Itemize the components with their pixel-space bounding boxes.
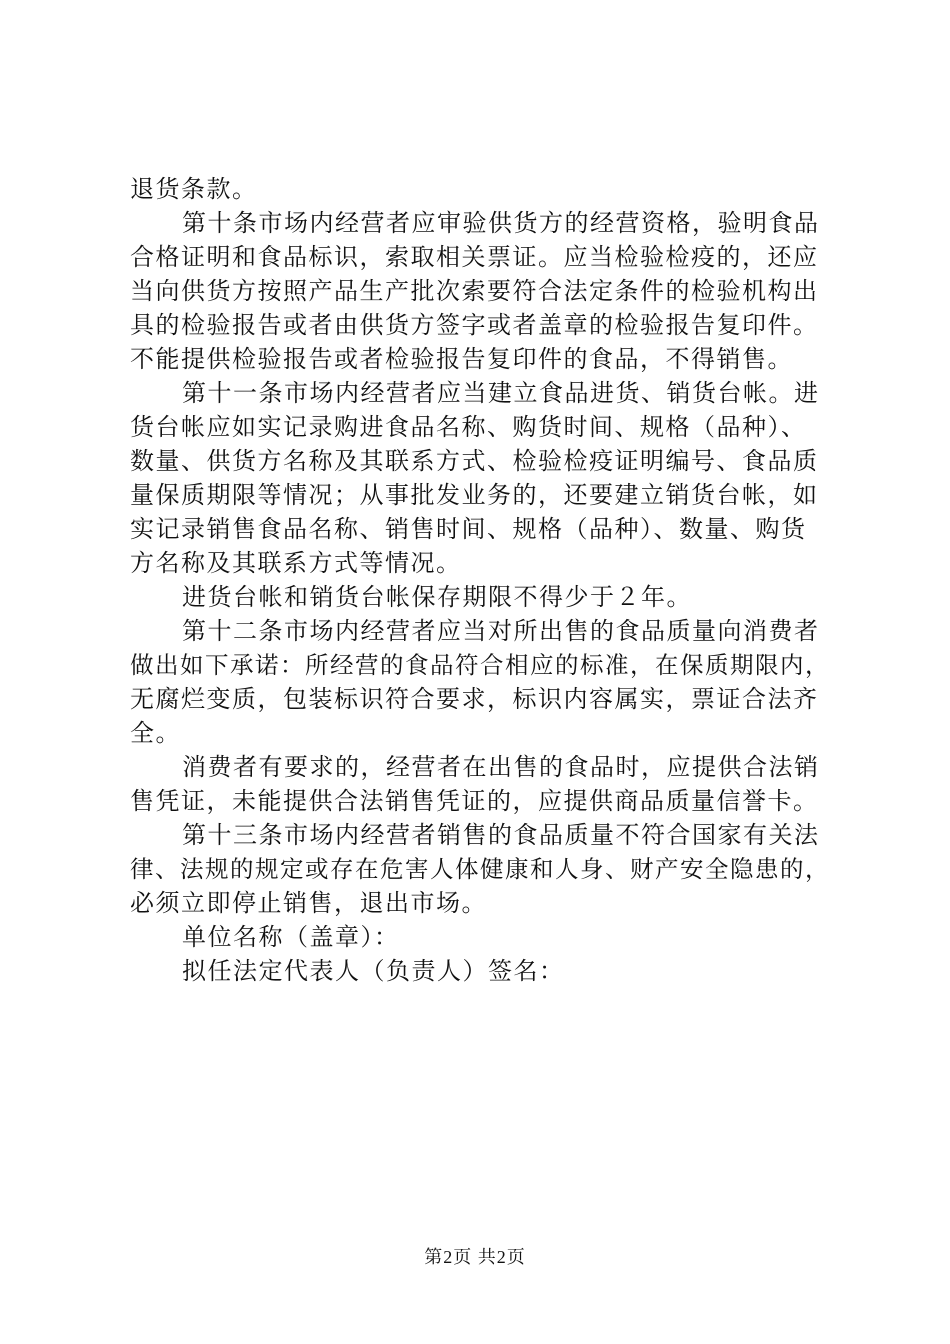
text-line: 方名称及其联系方式等情况。 (130, 549, 462, 577)
text-line: 律、法规的规定或存在危害人体健康和人身、财产安全隐患的， (130, 855, 830, 883)
article-12-line: 第十二条市场内经营者应当对所出售的食品质量向消费者 (182, 617, 820, 645)
text-line: 实记录销售食品名称、销售时间、规格（品种）、数量、购货 (130, 515, 807, 543)
text-line: 合格证明和食品标识，索取相关票证。应当检验检疫的，还应 (130, 243, 819, 271)
page-number-footer: 第2页 共2页 (424, 1247, 526, 1267)
article-10-line: 第十条市场内经营者应审验供货方的经营资格，验明食品 (182, 209, 820, 237)
text-line: 退货条款。 (130, 175, 258, 203)
ledger-retention-line: 进货台帐和销货台帐保存期限不得少于２年。 (182, 583, 692, 611)
text-line: 量保质期限等情况；从事批发业务的，还要建立销货台帐，如 (130, 481, 819, 509)
article-11-line: 第十一条市场内经营者应当建立食品进货、销货台帐。进 (182, 379, 820, 407)
legal-representative-signature-field: 拟任法定代表人（负责人）签名： (182, 957, 565, 985)
text-line: 货台帐应如实记录购进食品名称、购货时间、规格（品种）、 (130, 413, 807, 441)
unit-name-seal-field: 单位名称（盖章）： (182, 923, 400, 951)
text-line: 必须立即停止销售，退出市场。 (130, 889, 487, 917)
text-line: 具的检验报告或者由供货方签字或者盖章的检验报告复印件。 (130, 311, 819, 339)
text-line: 做出如下承诺：所经营的食品符合相应的标准，在保质期限内， (130, 651, 830, 679)
consumer-request-line: 消费者有要求的，经营者在出售的食品时，应提供合法销 (182, 753, 820, 781)
text-line: 无腐烂变质，包装标识符合要求，标识内容属实，票证合法齐 (130, 685, 819, 713)
text-line: 当向供货方按照产品生产批次索要符合法定条件的检验机构出 (130, 277, 819, 305)
article-13-line: 第十三条市场内经营者销售的食品质量不符合国家有关法 (182, 821, 820, 849)
text-line: 全。 (130, 719, 181, 747)
document-body (130, 172, 830, 988)
text-line: 不能提供检验报告或者检验报告复印件的食品，不得销售。 (130, 345, 793, 373)
text-line: 数量、供货方名称及其联系方式、检验检疫证明编号、食品质 (130, 447, 819, 475)
text-line: 售凭证，未能提供合法销售凭证的，应提供商品质量信誉卡。 (130, 787, 819, 815)
